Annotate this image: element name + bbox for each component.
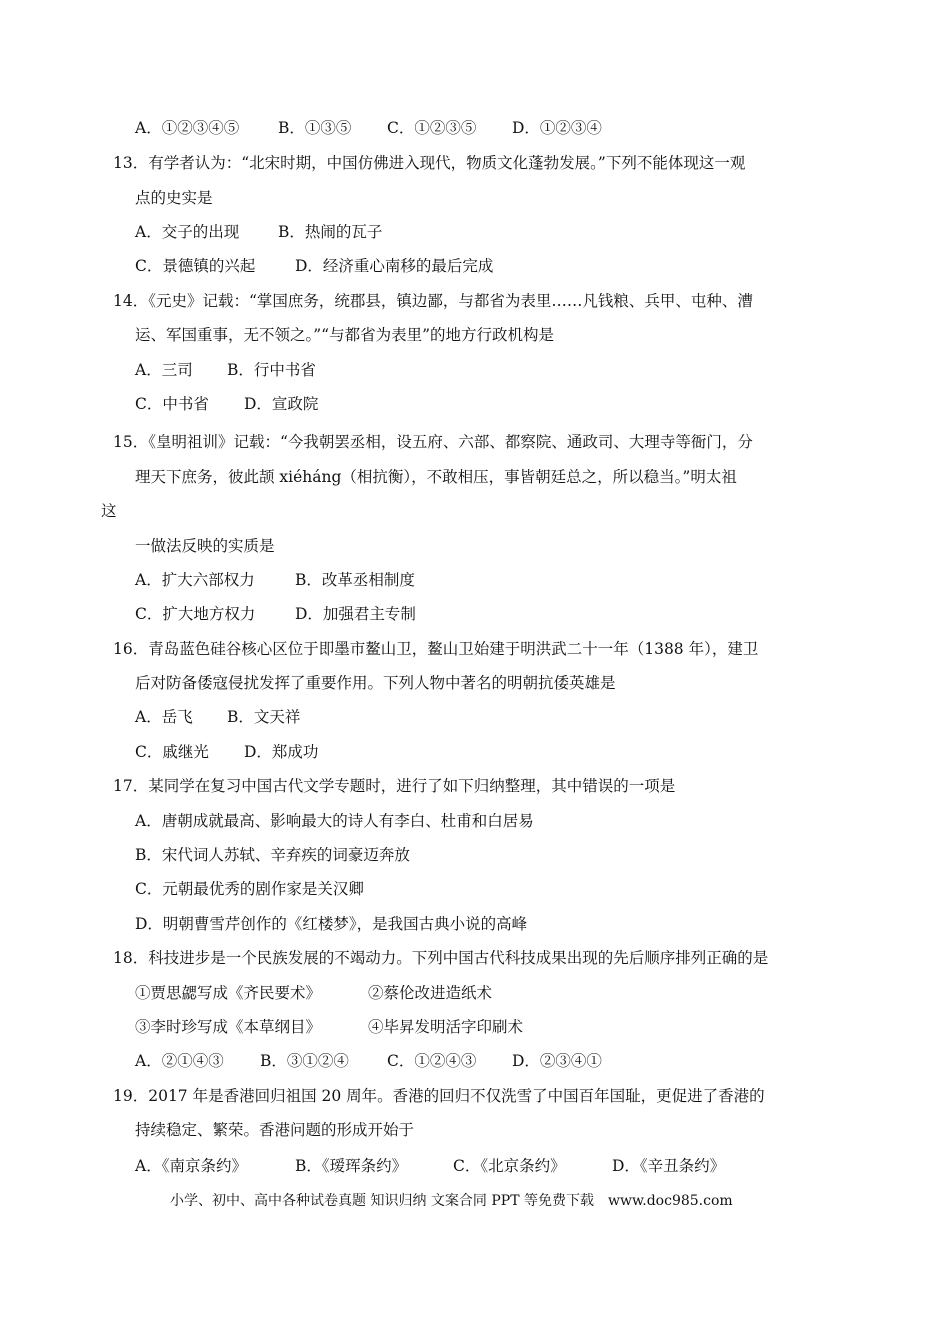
q18-item-4: ④毕昇发明活字印刷术 — [368, 1018, 524, 1036]
q14-stem-line1: 14．《元史》记载：“掌国庶务，统郡县，镇边鄙，与都省为表里……凡钱粮、兵甲、屯种、漕 — [113, 292, 753, 310]
q13-option-a[interactable]: A．交子的出现 — [135, 223, 240, 241]
q14-stem-line2: 运、军国重事，无不领之。”“与都省为表里”的地方行政机构是 — [135, 326, 555, 344]
page-footer: 小学、初中、高中各种试卷真题 知识归纳 文案合同 PPT 等免费下载 www.doc985.com — [170, 1193, 733, 1209]
q12-option-b[interactable]: B．①③⑤ — [278, 119, 352, 137]
q14-option-c[interactable]: C．中书省 — [135, 395, 209, 413]
q14-option-b[interactable]: B．行中书省 — [227, 361, 316, 379]
q15-stem-line2: 理天下庶务，彼此颉 xiéháng（相抗衡），不敢相压，事皆朝廷总之，所以稳当。”明太祖 — [135, 468, 737, 486]
q17-option-d[interactable]: D．明朝曹雪芹创作的《红楼梦》，是我国古典小说的高峰 — [135, 915, 528, 933]
q17-stem-line1: 17．某同学在复习中国古代文学专题时，进行了如下归纳整理，其中错误的一项是 — [113, 777, 676, 795]
q19-option-a[interactable]: A．《南京条约》 — [135, 1157, 247, 1175]
q14-option-d[interactable]: D．宣政院 — [244, 395, 319, 413]
q18-item-2: ②蔡伦改进造纸术 — [368, 984, 493, 1002]
q16-stem-line2: 后对防备倭寇侵扰发挥了重要作用。下列人物中著名的明朝抗倭英雄是 — [135, 674, 616, 692]
q18-item-3: ③李时珍写成《本草纲目》 — [135, 1018, 322, 1036]
q18-option-b[interactable]: B．③①②④ — [260, 1052, 349, 1070]
q17-option-b[interactable]: B．宋代词人苏轼、辛弃疾的词豪迈奔放 — [135, 846, 410, 864]
q12-option-c[interactable]: C．①②③⑤ — [387, 119, 477, 137]
q17-option-a[interactable]: A．唐朝成就最高、影响最大的诗人有李白、杜甫和白居易 — [135, 812, 534, 830]
q19-option-d[interactable]: D．《辛丑条约》 — [612, 1157, 726, 1175]
q18-option-c[interactable]: C．①②④③ — [387, 1052, 477, 1070]
q15-option-d[interactable]: D．加强君主专制 — [295, 605, 416, 623]
q13-option-b[interactable]: B．热闹的瓦子 — [278, 223, 383, 241]
q18-item-1: ①贾思勰写成《齐民要术》 — [135, 984, 322, 1002]
q16-option-d[interactable]: D．郑成功 — [244, 743, 319, 761]
q13-stem-line2: 点的史实是 — [135, 189, 213, 207]
q15-stem-line1: 15．《皇明祖训》记载：“今我朝罢丞相，设五府、六部、都察院、通政司、大理寺等衙门，分 — [113, 433, 753, 451]
q16-option-a[interactable]: A．岳飞 — [135, 708, 193, 726]
q16-option-b[interactable]: B．文天祥 — [227, 708, 301, 726]
q15-option-a[interactable]: A．扩大六部权力 — [135, 571, 255, 589]
q14-option-a[interactable]: A．三司 — [135, 361, 193, 379]
q15-option-c[interactable]: C．扩大地方权力 — [135, 605, 256, 623]
q17-option-c[interactable]: C．元朝最优秀的剧作家是关汉卿 — [135, 880, 364, 898]
q18-option-a[interactable]: A．②①④③ — [135, 1052, 224, 1070]
q12-option-a[interactable]: A．①②③④⑤ — [135, 119, 240, 137]
q12-option-d[interactable]: D．①②③④ — [512, 119, 602, 137]
q15-option-b[interactable]: B．改革丞相制度 — [295, 571, 415, 589]
q19-option-b[interactable]: B．《瑷珲条约》 — [295, 1157, 408, 1175]
q19-option-c[interactable]: C．《北京条约》 — [453, 1157, 566, 1175]
q16-stem-line1: 16．青岛蓝色硅谷核心区位于即墨市鳌山卫，鳌山卫始建于明洪武二十一年（1388 年），建卫 — [113, 640, 759, 658]
q13-option-d[interactable]: D．经济重心南移的最后完成 — [295, 257, 494, 275]
q15-stem-line4: 一做法反映的实质是 — [135, 537, 275, 555]
q18-option-d[interactable]: D．②③④① — [512, 1052, 602, 1070]
q19-stem-line1: 19．2017 年是香港回归祖国 20 周年。香港的回归不仅洗雪了中国百年国耻，更促进了香港的 — [113, 1087, 765, 1105]
q13-option-c[interactable]: C．景德镇的兴起 — [135, 257, 256, 275]
q13-stem-line1: 13．有学者认为：“北宋时期，中国仿佛进入现代，物质文化蓬勃发展。”下列不能体现这一观 — [113, 154, 746, 172]
q19-stem-line2: 持续稳定、繁荣。香港问题的形成开始于 — [135, 1121, 415, 1139]
q18-stem-line1: 18．科技进步是一个民族发展的不竭动力。下列中国古代科技成果出现的先后顺序排列正确的是 — [113, 949, 769, 967]
q15-stem-line3: 这 — [101, 502, 117, 520]
q16-option-c[interactable]: C．戚继光 — [135, 743, 209, 761]
